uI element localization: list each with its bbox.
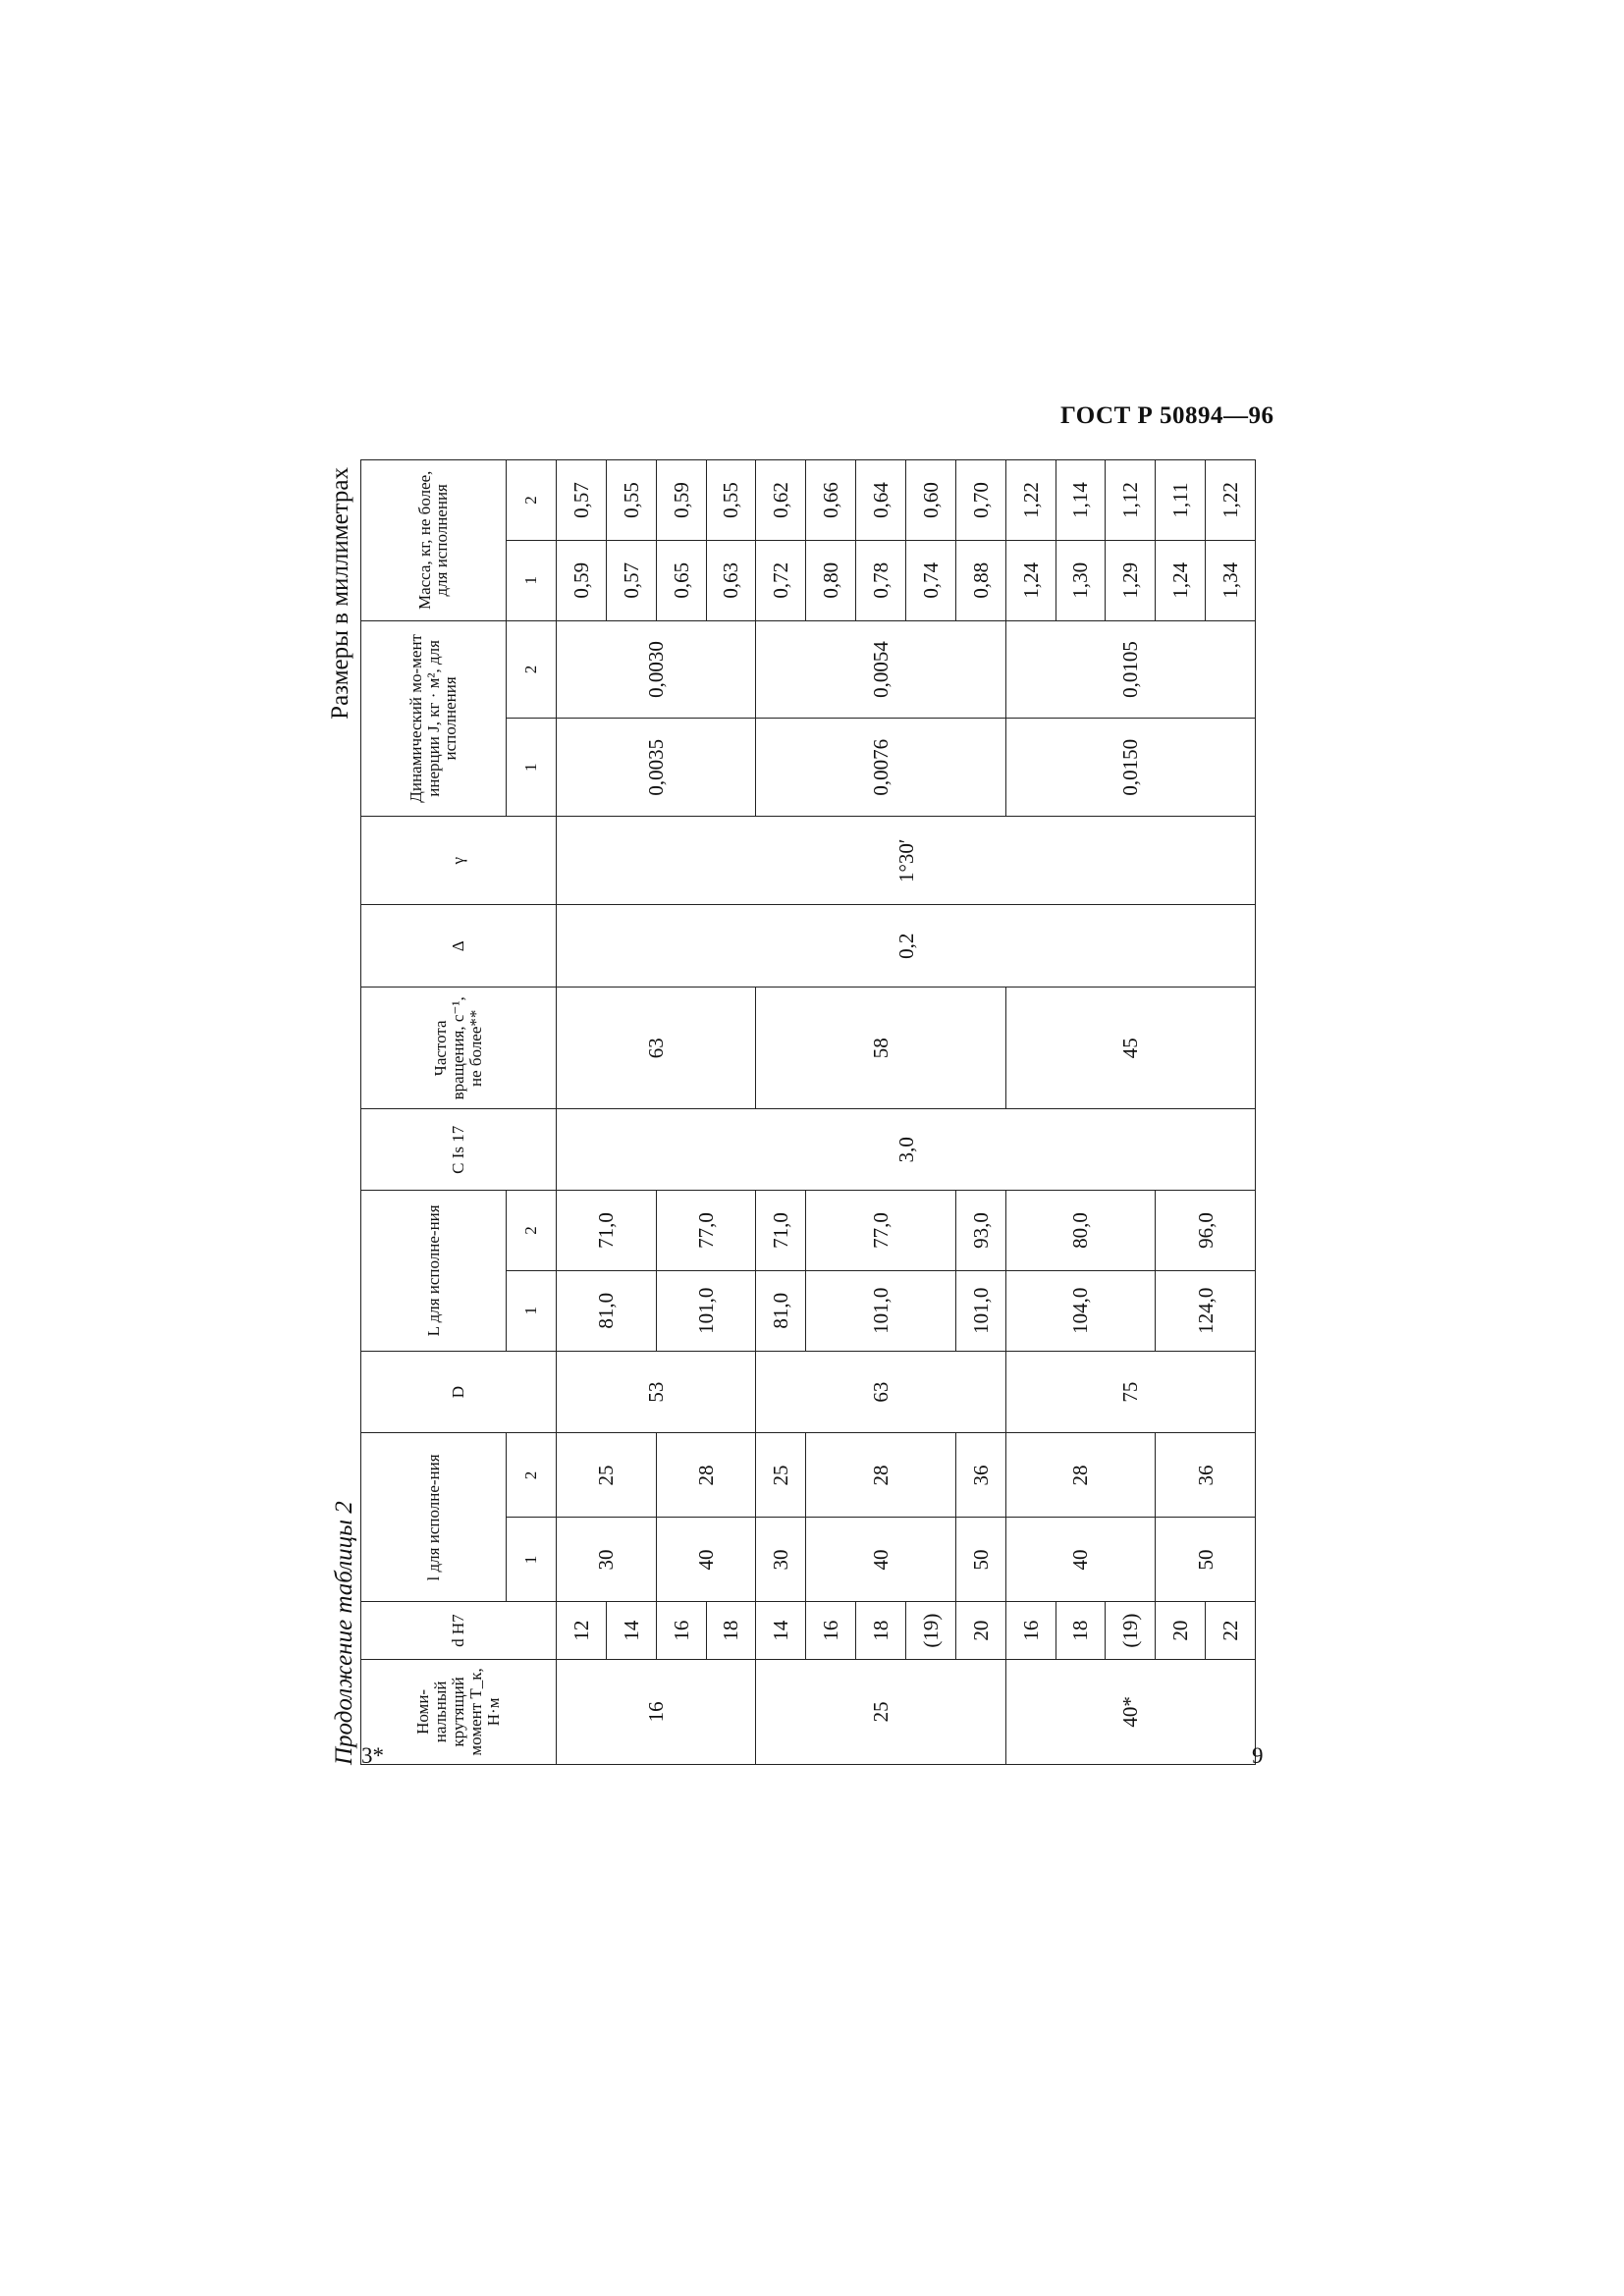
torque-cell: 25: [756, 1659, 1005, 1764]
mass1-cell: 0,59: [557, 540, 607, 620]
mass1-cell: 0,78: [856, 540, 906, 620]
l1-cell: 30: [557, 1518, 657, 1602]
D-cell: 63: [756, 1351, 1005, 1433]
header-l: l для исполне-ния: [361, 1433, 507, 1602]
gamma-cell: 1°30′: [557, 817, 1256, 905]
J1-cell: 0,0076: [756, 719, 1005, 817]
L1-cell: 101,0: [656, 1270, 756, 1351]
d-cell: 14: [606, 1602, 656, 1659]
torque-cell: 16: [557, 1659, 756, 1764]
table-header-row: [361, 460, 507, 1765]
units-caption: Размеры в миллиметрах: [327, 467, 353, 720]
mass2-cell: 0,60: [905, 460, 955, 541]
mass2-cell: 0,70: [955, 460, 1005, 541]
l2-cell: 36: [1156, 1433, 1256, 1518]
mass2-cell: 1,14: [1056, 460, 1106, 541]
document-number: ГОСТ Р 50894—96: [1060, 402, 1274, 429]
delta-cell: 0,2: [557, 905, 1256, 988]
header-D: D: [361, 1351, 557, 1433]
L1-cell: 101,0: [806, 1270, 956, 1351]
header-frequency: Частота вращения, с⁻¹, не более**: [361, 988, 557, 1109]
header-mass-version-2: 2: [506, 460, 556, 541]
L1-cell: 81,0: [756, 1270, 806, 1351]
d-cell: 16: [1005, 1602, 1056, 1659]
L1-cell: 101,0: [955, 1270, 1005, 1351]
l1-cell: 50: [1156, 1518, 1256, 1602]
torque-cell: 40*: [1005, 1659, 1255, 1764]
d-cell: 22: [1206, 1602, 1256, 1659]
L1-cell: 81,0: [557, 1270, 657, 1351]
J2-cell: 0,0030: [557, 620, 756, 719]
J2-cell: 0,0054: [756, 620, 1005, 719]
header-inertia: Динамический мо-мент инерции J, кг · м², для исполнения: [361, 620, 507, 817]
C-cell: 3,0: [557, 1109, 1256, 1191]
table-caption: Продолжение таблицы 2: [331, 1501, 357, 1765]
mass1-cell: 0,57: [606, 540, 656, 620]
mass2-cell: 0,62: [756, 460, 806, 541]
l2-cell: 28: [1005, 1433, 1156, 1518]
header-L-version-2: 2: [506, 1191, 556, 1271]
mass1-cell: 0,72: [756, 540, 806, 620]
header-l-version-1: 1: [506, 1518, 556, 1602]
mass2-cell: 0,64: [856, 460, 906, 541]
D-cell: 53: [557, 1351, 756, 1433]
mass2-cell: 0,55: [606, 460, 656, 541]
d-cell: 12: [557, 1602, 607, 1659]
mass2-cell: 0,59: [656, 460, 706, 541]
mass1-cell: 0,63: [706, 540, 756, 620]
d-cell: 18: [1056, 1602, 1106, 1659]
d-cell: 18: [856, 1602, 906, 1659]
l2-cell: 25: [756, 1433, 806, 1518]
d-cell: 20: [1156, 1602, 1206, 1659]
d-cell: (19): [1106, 1602, 1156, 1659]
l1-cell: 40: [1005, 1518, 1156, 1602]
d-cell: 18: [706, 1602, 756, 1659]
L2-cell: 80,0: [1005, 1191, 1156, 1271]
D-cell: 75: [1005, 1351, 1255, 1433]
L2-cell: 93,0: [955, 1191, 1005, 1271]
L1-cell: 124,0: [1156, 1270, 1256, 1351]
frequency-cell: 45: [1005, 988, 1255, 1109]
header-mass: Масса, кг, не более, для исполнения: [361, 460, 507, 621]
rotated-table-frame: [327, 459, 1256, 1765]
table-row: [557, 460, 607, 1765]
mass2-cell: 0,66: [806, 460, 856, 541]
L1-cell: 104,0: [1005, 1270, 1156, 1351]
l1-cell: 40: [806, 1518, 956, 1602]
header-J-version-1: 1: [506, 719, 556, 817]
header-l-version-2: 2: [506, 1433, 556, 1518]
l2-cell: 36: [955, 1433, 1005, 1518]
J1-cell: 0,0035: [557, 719, 756, 817]
mass1-cell: 1,24: [1005, 540, 1056, 620]
mass1-cell: 0,65: [656, 540, 706, 620]
mass1-cell: 1,24: [1156, 540, 1206, 620]
d-cell: 20: [955, 1602, 1005, 1659]
d-cell: (19): [905, 1602, 955, 1659]
sheet-mark: 3*: [361, 1743, 384, 1768]
mass1-cell: 1,29: [1106, 540, 1156, 620]
L2-cell: 96,0: [1156, 1191, 1256, 1271]
header-torque: Номи-нальный крутящий момент T_к, Н·м: [361, 1659, 557, 1764]
L2-cell: 77,0: [806, 1191, 956, 1271]
header-L-version-1: 1: [506, 1270, 556, 1351]
d-cell: 16: [806, 1602, 856, 1659]
header-J-version-2: 2: [506, 620, 556, 719]
frequency-cell: 58: [756, 988, 1005, 1109]
mass1-cell: 0,74: [905, 540, 955, 620]
l2-cell: 28: [806, 1433, 956, 1518]
L2-cell: 71,0: [557, 1191, 657, 1271]
header-delta: Δ: [361, 905, 557, 988]
frequency-cell: 63: [557, 988, 756, 1109]
l2-cell: 28: [656, 1433, 756, 1518]
header-L: L для исполне-ния: [361, 1191, 507, 1351]
header-C: C Is 17: [361, 1109, 557, 1191]
L2-cell: 77,0: [656, 1191, 756, 1271]
l1-cell: 40: [656, 1518, 756, 1602]
J2-cell: 0,0105: [1005, 620, 1255, 719]
header-d: d H7: [361, 1602, 557, 1659]
mass1-cell: 0,88: [955, 540, 1005, 620]
J1-cell: 0,0150: [1005, 719, 1255, 817]
mass2-cell: 1,22: [1005, 460, 1056, 541]
l2-cell: 25: [557, 1433, 657, 1518]
d-cell: 14: [756, 1602, 806, 1659]
mass2-cell: 0,57: [557, 460, 607, 541]
mass2-cell: 1,11: [1156, 460, 1206, 541]
page-number: 9: [1252, 1743, 1264, 1768]
l1-cell: 30: [756, 1518, 806, 1602]
header-mass-version-1: 1: [506, 540, 556, 620]
header-gamma: γ: [361, 817, 557, 905]
L2-cell: 71,0: [756, 1191, 806, 1271]
mass2-cell: 1,22: [1206, 460, 1256, 541]
mass1-cell: 1,34: [1206, 540, 1256, 620]
d-cell: 16: [656, 1602, 706, 1659]
mass1-cell: 1,30: [1056, 540, 1106, 620]
mass2-cell: 1,12: [1106, 460, 1156, 541]
dimensions-table: [360, 459, 1256, 1765]
l1-cell: 50: [955, 1518, 1005, 1602]
mass2-cell: 0,55: [706, 460, 756, 541]
mass1-cell: 0,80: [806, 540, 856, 620]
